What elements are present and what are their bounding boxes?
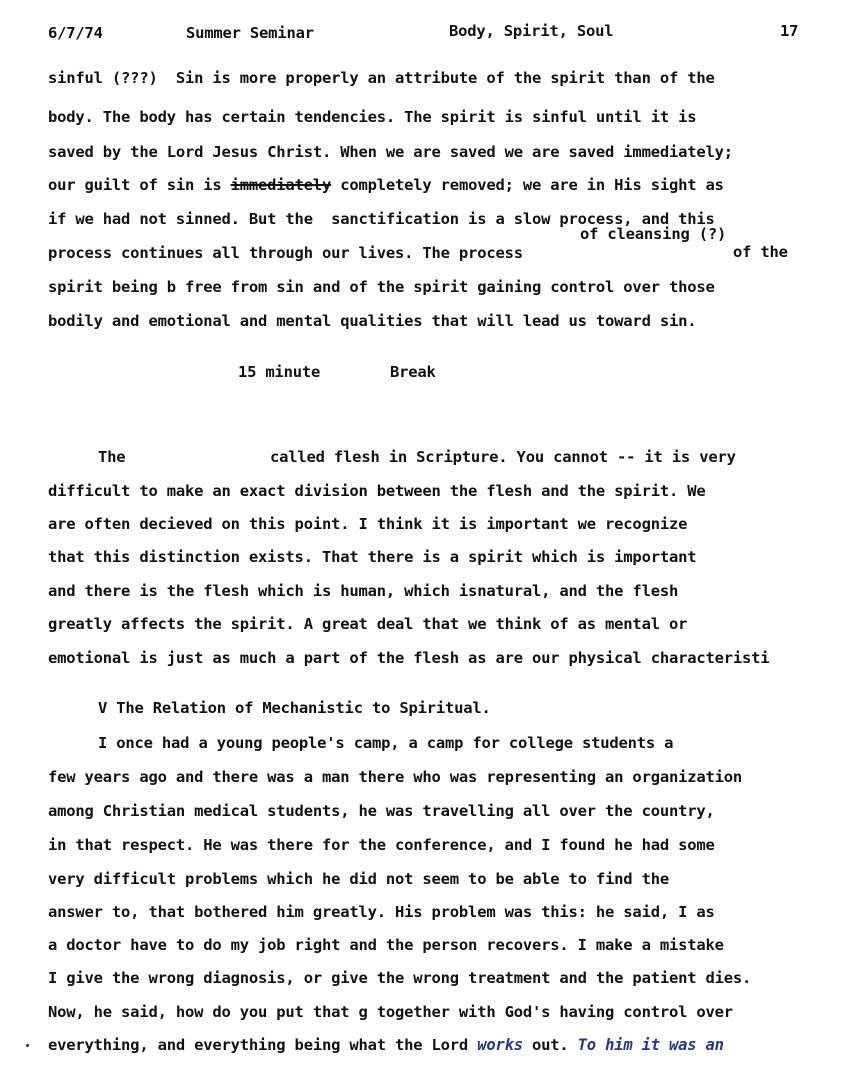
text-line: I once had a young people's camp, a camp for college students a — [98, 734, 674, 752]
interlinear-insertion: of cleansing (?) — [580, 225, 727, 243]
text-fragment: everything, and everything being what the Lord — [48, 1036, 478, 1054]
text-fragment: of the — [733, 243, 788, 261]
text-line: few years ago and there was a man there who was representing an organization — [48, 768, 743, 786]
text-line: spirit being b free from sin and of the spirit gaining control over those — [48, 278, 715, 296]
text-line: Now, he said, how do you put that g together with God's having control over — [48, 1003, 733, 1021]
text-line: answer to, that bothered him greatly. His problem was this: he said, I as — [48, 903, 715, 921]
text-line: body. The body has certain tendencies. The spirit is sinful until it is — [48, 108, 697, 126]
text-line: process continues all through our lives. The process — [48, 244, 523, 262]
text-line: saved by the Lord Jesus Christ. When we are saved we are saved immediately; — [48, 143, 733, 161]
text-line: and there is the flesh which is human, which isnatural, and the flesh — [48, 582, 679, 600]
text-line — [48, 1036, 724, 1054]
text-line: I give the wrong diagnosis, or give the wrong treatment and the patient dies. — [48, 969, 752, 987]
struck-word: immediately — [230, 176, 332, 194]
text-line: bodily and emotional and mental qualities that will lead us toward sin. — [48, 312, 697, 330]
text-line: sinful (???) Sin is more properly an attribute of the spirit than of the — [48, 69, 715, 87]
stray-mark — [26, 1044, 29, 1047]
section-heading: V The Relation of Mechanistic to Spiritual. — [98, 699, 491, 717]
text-line — [48, 176, 724, 194]
page-number: 17 — [780, 22, 799, 40]
text-line: difficult to make an exact division between the flesh and the spirit. We — [48, 482, 706, 500]
text-line: emotional is just as much a part of the flesh as are our physical characteristi — [48, 649, 770, 667]
text-line: a doctor have to do my job right and the person recovers. I make a mistake — [48, 936, 724, 954]
break-label: Break — [390, 363, 436, 381]
text-line: that this distinction exists. That there is a spirit which is important — [48, 548, 697, 566]
handwritten-word: works — [477, 1036, 523, 1054]
text-line: among Christian medical students, he was travelling all over the country, — [48, 802, 715, 820]
text-line: are often decieved on this point. I think it is important we recognize — [48, 515, 688, 533]
text-line: very difficult problems which he did not seem to be able to find the — [48, 870, 669, 888]
text-line: greatly affects the spirit. A great deal that we think of as mental or — [48, 615, 688, 633]
text-line: in that respect. He was there for the conference, and I found he had some — [48, 836, 715, 854]
break-duration: 15 minute — [238, 363, 321, 381]
header-title: Body, Spirit, Soul — [449, 22, 614, 40]
text-line: if we had not sinned. But the sanctification is a slow process, and this — [48, 210, 715, 228]
text-fragment: out. — [522, 1036, 578, 1054]
handwritten-annotation: To him it was an — [577, 1036, 724, 1054]
text-fragment: our guilt of sin is — [48, 176, 231, 194]
text-fragment: The — [98, 448, 126, 466]
text-fragment: completely removed; we are in His sight as — [331, 176, 724, 194]
text-fragment: called flesh in Scripture. You cannot -- it is very — [270, 448, 736, 466]
header-date: 6/7/74 — [48, 24, 103, 42]
header-seminar: Summer Seminar — [186, 24, 314, 42]
